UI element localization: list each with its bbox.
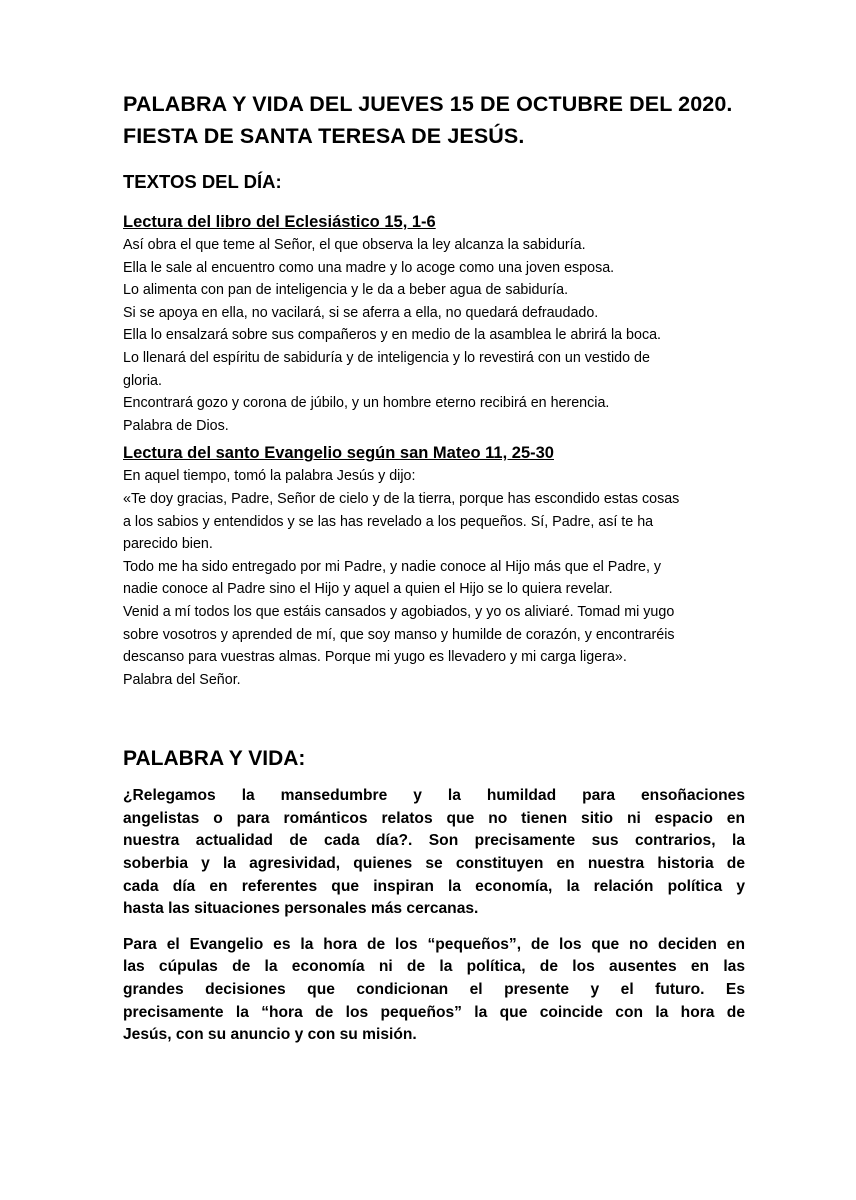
reflection-line: ¿Relegamos la mansedumbre y la humildad para ensoñaciones (123, 787, 745, 805)
reading-1-line: Palabra de Dios. (123, 417, 229, 434)
reading-2-title: Lectura del santo Evangelio según san Mateo 11, 25-30 (123, 444, 554, 463)
reading-eclesiastico (123, 210, 748, 437)
reading-2-text (123, 465, 748, 691)
reading-2-line: nadie conoce al Padre sino el Hijo y aquel a quien el Hijo se lo quiera revelar. (123, 581, 613, 598)
title-line-2: FIESTA DE SANTA TERESA DE JESÚS. (123, 124, 525, 148)
reflection-paragraph-1 (123, 785, 745, 921)
reading-2-line: a los sabios y entendidos y se las has revelado a los pequeños. Sí, Padre, así te ha (123, 513, 654, 530)
reading-1-line: Ella lo ensalzará sobre sus compañeros y en medio de la asamblea le abrirá la boca. (123, 327, 662, 344)
title-line-1: PALABRA Y VIDA DEL JUEVES 15 DE OCTUBRE DEL 2020. (123, 92, 733, 116)
textos-heading: TEXTOS DEL DÍA: (123, 171, 282, 192)
reflection-line: hasta las situaciones personales más cercanas. (123, 900, 479, 918)
reflection-line: soberbia y la agresividad, quienes se constituyen en nuestra historia de (123, 855, 745, 873)
reading-1-line: Así obra el que teme al Señor, el que observa la ley alcanza la sabiduría. (123, 237, 586, 253)
reading-2-line: descanso para vuestras almas. Porque mi yugo es llevadero y mi carga ligera». (123, 649, 627, 666)
reflection-line: cada día en referentes que inspiran la economía, la relación política y (123, 877, 745, 895)
reading-2-line: sobre vosotros y aprended de mí, que soy manso y humilde de corazón, y encontraréis (123, 626, 675, 643)
reading-1-text (123, 234, 748, 437)
reading-2-line: Venid a mí todos los que estáis cansados y agobiados, y yo os aliviaré. Tomad mi yugo (123, 603, 675, 620)
reflection-line: grandes decisiones que condicionan el presente y el futuro. Es (123, 981, 745, 999)
document-page (123, 88, 748, 1047)
reflection-line: precisamente la “hora de los pequeños” la que coincide con la hora de (123, 1003, 745, 1021)
reading-1-line: Encontrará gozo y corona de júbilo, y un hombre eterno recibirá en herencia. (123, 395, 610, 412)
reading-1-title: Lectura del libro del Eclesiástico 15, 1-6 (123, 213, 436, 231)
reflection-line: angelistas o para románticos relatos que no tienen sitio ni espacio en (123, 809, 745, 827)
reflection-line: las cúpulas de la economía ni de la política, de los ausentes en las (123, 958, 745, 976)
reading-2-line: parecido bien. (123, 536, 213, 553)
reading-1-line: Lo llenará del espíritu de sabiduría y de inteligencia y lo revestirá con un vestido de (123, 349, 650, 366)
reading-1-line: Ella le sale al encuentro como una madre y lo acoge como una joven esposa. (123, 259, 615, 276)
reading-1-line: Si se apoya en ella, no vacilará, si se aferra a ella, no quedará defraudado. (123, 304, 599, 321)
reading-2-line: Todo me ha sido entregado por mi Padre, y nadie conoce al Hijo más que el Padre, y (123, 558, 662, 575)
reflection-paragraph-2 (123, 934, 745, 1047)
reading-1-line: Lo alimenta con pan de inteligencia y le da a beber agua de sabiduría. (123, 282, 569, 299)
reflection-line: Jesús, con su anuncio y con su misión. (123, 1026, 417, 1044)
reading-evangelio (123, 441, 748, 691)
reflection-line: Para el Evangelio es la hora de los “pequeños”, de los que no deciden en (123, 935, 745, 953)
document-title (123, 88, 748, 152)
reading-1-line: gloria. (123, 372, 162, 389)
reading-2-line: En aquel tiempo, tomó la palabra Jesús y dijo: (123, 468, 416, 485)
reading-2-line: Palabra del Señor. (123, 671, 241, 688)
reading-2-line: «Te doy gracias, Padre, Señor de cielo y de la tierra, porque has escondido estas cosas (123, 490, 680, 507)
reflection-line: nuestra actualidad de cada día?. Son precisamente sus contrarios, la (123, 832, 745, 850)
palabra-y-vida-heading: PALABRA Y VIDA: (123, 747, 306, 771)
